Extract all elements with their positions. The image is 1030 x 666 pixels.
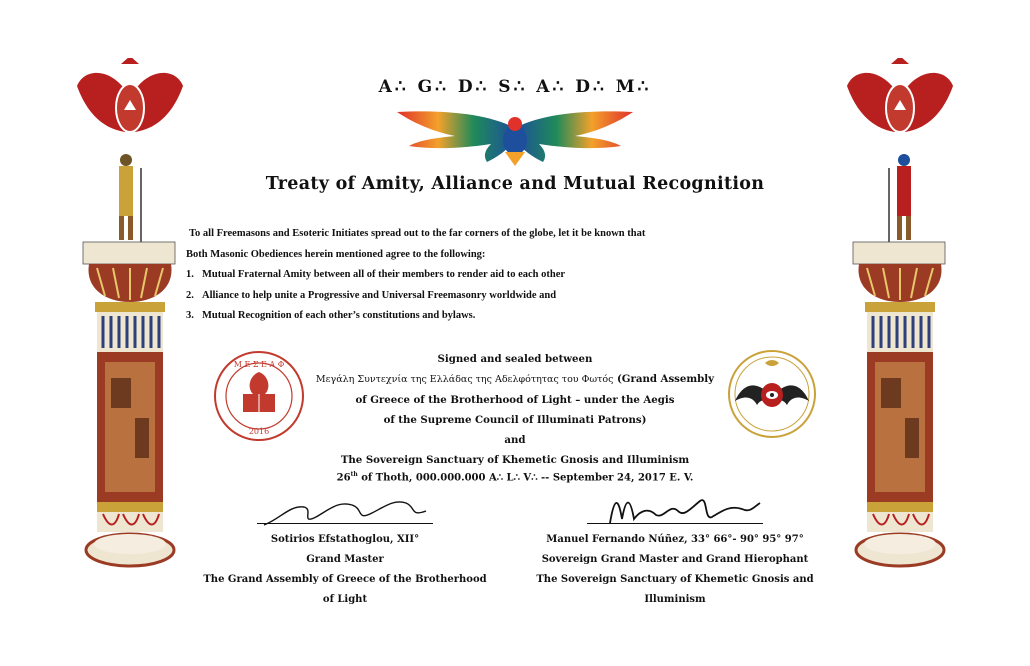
- winged-eagle-emblem-left: [77, 58, 183, 132]
- intro-line-2: Both Masonic Obediences herein mentioned agree to the following:: [186, 248, 486, 260]
- greek-org-name: Μεγάλη Συντεχνία της Ελλάδας της Αδελφότητας του Φωτός: [315, 374, 614, 385]
- egyptian-figure-left: [119, 154, 141, 242]
- signed-and: and: [504, 434, 526, 446]
- header-motto: A∴ G∴ D∴ S∴ A∴ D∴ M∴: [378, 77, 652, 97]
- list-item: [186, 269, 706, 290]
- egyptian-pillar-right: [845, 58, 955, 578]
- list-item-number: 3.: [186, 310, 194, 321]
- signatory-role-left: Grand Master: [306, 554, 384, 565]
- signed-block: [300, 349, 730, 470]
- list-item-text: Alliance to help unite a Progressive and Universal Freemasonry worldwide and: [202, 289, 557, 301]
- signed-line-2: of Greece of the Brotherhood of Light – under the Aegis: [355, 394, 675, 406]
- list-item: [186, 290, 706, 311]
- winged-eagle-emblem-right: [847, 58, 953, 132]
- signatory-role-right: Sovereign Grand Master and Grand Hierophant: [541, 554, 809, 565]
- winged-scarab-emblem: [395, 106, 635, 170]
- signature-scribble-left: [260, 495, 430, 529]
- intro-line-1: To all Freemasons and Esoteric Initiates spread out to the far corners of the globe, let it be known that: [189, 228, 646, 239]
- signed-line-4: The Sovereign Sanctuary of Khemetic Gnosis and Illuminism: [340, 454, 690, 466]
- seal-top-text: Μ Ε Σ Ε Α Φ: [233, 360, 285, 369]
- signatory-name-left: Sotirios Efstathoglou, XII°: [270, 534, 420, 545]
- signature-scribble-right: [604, 489, 764, 529]
- signatory-org-left: The Grand Assembly of Greece of the Brotherhood of Light: [203, 574, 487, 605]
- list-item-text: Mutual Recognition of each other’s constitutions and bylaws.: [202, 310, 476, 321]
- treaty-body: [186, 228, 706, 331]
- sovereign-sanctuary-seal: [727, 349, 817, 439]
- grand-assembly-seal: [213, 350, 305, 442]
- treaty-date: 26th of Thoth, 000.000.000 A∴ L∴ V∴ -- September 24, 2017 E. V.: [336, 471, 694, 484]
- signature-right: [530, 495, 820, 610]
- egyptian-figure-right: [889, 154, 911, 242]
- list-item-number: 1.: [186, 269, 194, 280]
- seal-year: 2016: [248, 427, 270, 436]
- signed-line-1: Μεγάλη Συντεχνία της Ελλάδας της Αδελφότητας του Φωτός (Grand Assembly: [315, 373, 715, 385]
- signed-heading: Signed and sealed between: [437, 353, 593, 365]
- signatory-name-right: Manuel Fernando Núñez, 33° 66°- 90° 95° 97°: [546, 534, 804, 545]
- signed-line-3: of the Supreme Council of Illuminati Patrons): [383, 414, 647, 426]
- signatory-org-right: The Sovereign Sanctuary of Khemetic Gnosis and Illuminism: [536, 574, 814, 605]
- list-item-number: 2.: [186, 289, 194, 301]
- list-item-text: Mutual Fraternal Amity between all of their members to render aid to each other: [202, 269, 566, 280]
- list-item: [186, 310, 706, 331]
- signature-left: [200, 495, 490, 610]
- treaty-title: Treaty of Amity, Alliance and Mutual Recognition: [265, 174, 765, 194]
- egyptian-pillar-left: [75, 58, 185, 578]
